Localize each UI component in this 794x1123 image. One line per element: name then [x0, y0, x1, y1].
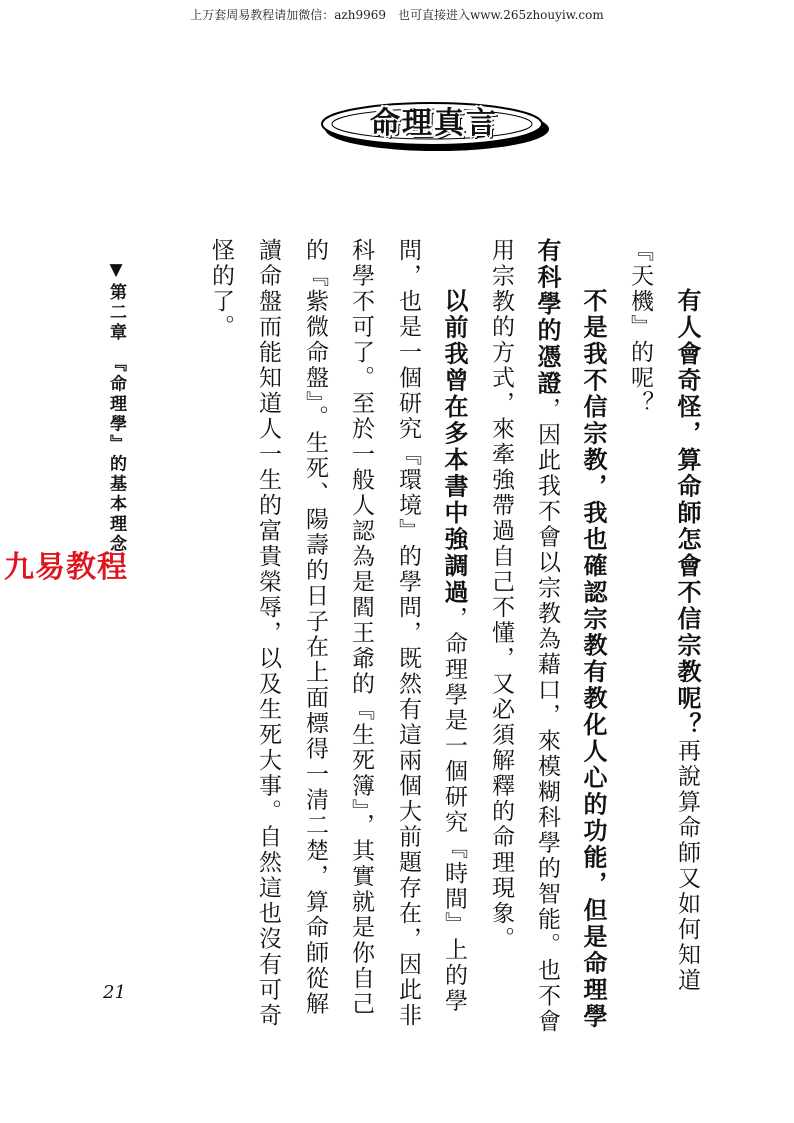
column-1-bold: 有人會奇怪，算命師怎會不信宗教呢？	[673, 288, 701, 739]
column-9-text: 的『紫微命盤』。生死、陽壽的日子在上面標得一清二楚，算命師從解	[302, 238, 328, 1017]
column-5-text: 用宗教的方式，來牽強帶過自己不懂，又必須解釋的命理現象。	[488, 238, 514, 952]
text-column-1	[672, 288, 702, 994]
column-7-text: 問，也是一個研究『環境』的學問，既然有這兩個大前題存在，因此非	[395, 238, 421, 1029]
column-2-text: 『天機』的呢？	[627, 238, 653, 417]
column-6-bold: 以前我曾在多本書中強調過	[440, 288, 468, 606]
watermark-logo: 九易教程	[4, 550, 128, 585]
top-banner: 上万套周易教程请加微信：azh9969 也可直接进入www.265zhouyiw.com	[190, 8, 604, 22]
column-1-text: 再說算命師又如何知道	[674, 738, 700, 994]
title-badge	[318, 86, 550, 154]
column-8-text: 科學不可了。至於一般人認為是閻王爺的『生死簿』，其實就是你自己	[348, 238, 374, 1017]
text-column-9	[300, 238, 330, 1017]
text-column-2	[625, 238, 655, 417]
text-column-11	[206, 238, 236, 340]
chapter-heading	[104, 260, 129, 555]
text-column-10	[253, 238, 283, 1029]
column-11-text: 怪的了。	[208, 238, 234, 340]
column-4-text: ，因此我不會以宗教為藉口，來模糊科學的智能。也不會	[534, 397, 560, 1035]
column-10-text: 讀命盤而能知道人一生的富貴榮辱，以及生死大事。自然這也沒有可奇	[255, 238, 281, 1029]
page-title: 命理真言	[370, 106, 498, 141]
text-column-7	[393, 238, 423, 1029]
page-number: 21	[103, 982, 126, 1003]
column-6-text: ，命理學是一個研究『時間』上的學	[441, 606, 467, 1014]
chapter-marker-icon: ▼	[106, 260, 126, 283]
text-column-8	[346, 238, 376, 1017]
column-4-bold: 有科學的憑證	[533, 238, 561, 397]
column-3-bold: 不是我不信宗教，我也確認宗教有教化人心的功能，但是命理學	[579, 288, 607, 1030]
text-column-5	[486, 238, 516, 952]
text-column-3	[578, 288, 608, 1030]
chapter-label: 第二章 『命理學』的基本理念	[106, 283, 126, 555]
text-column-6	[439, 288, 469, 1014]
text-column-4	[532, 238, 562, 1035]
